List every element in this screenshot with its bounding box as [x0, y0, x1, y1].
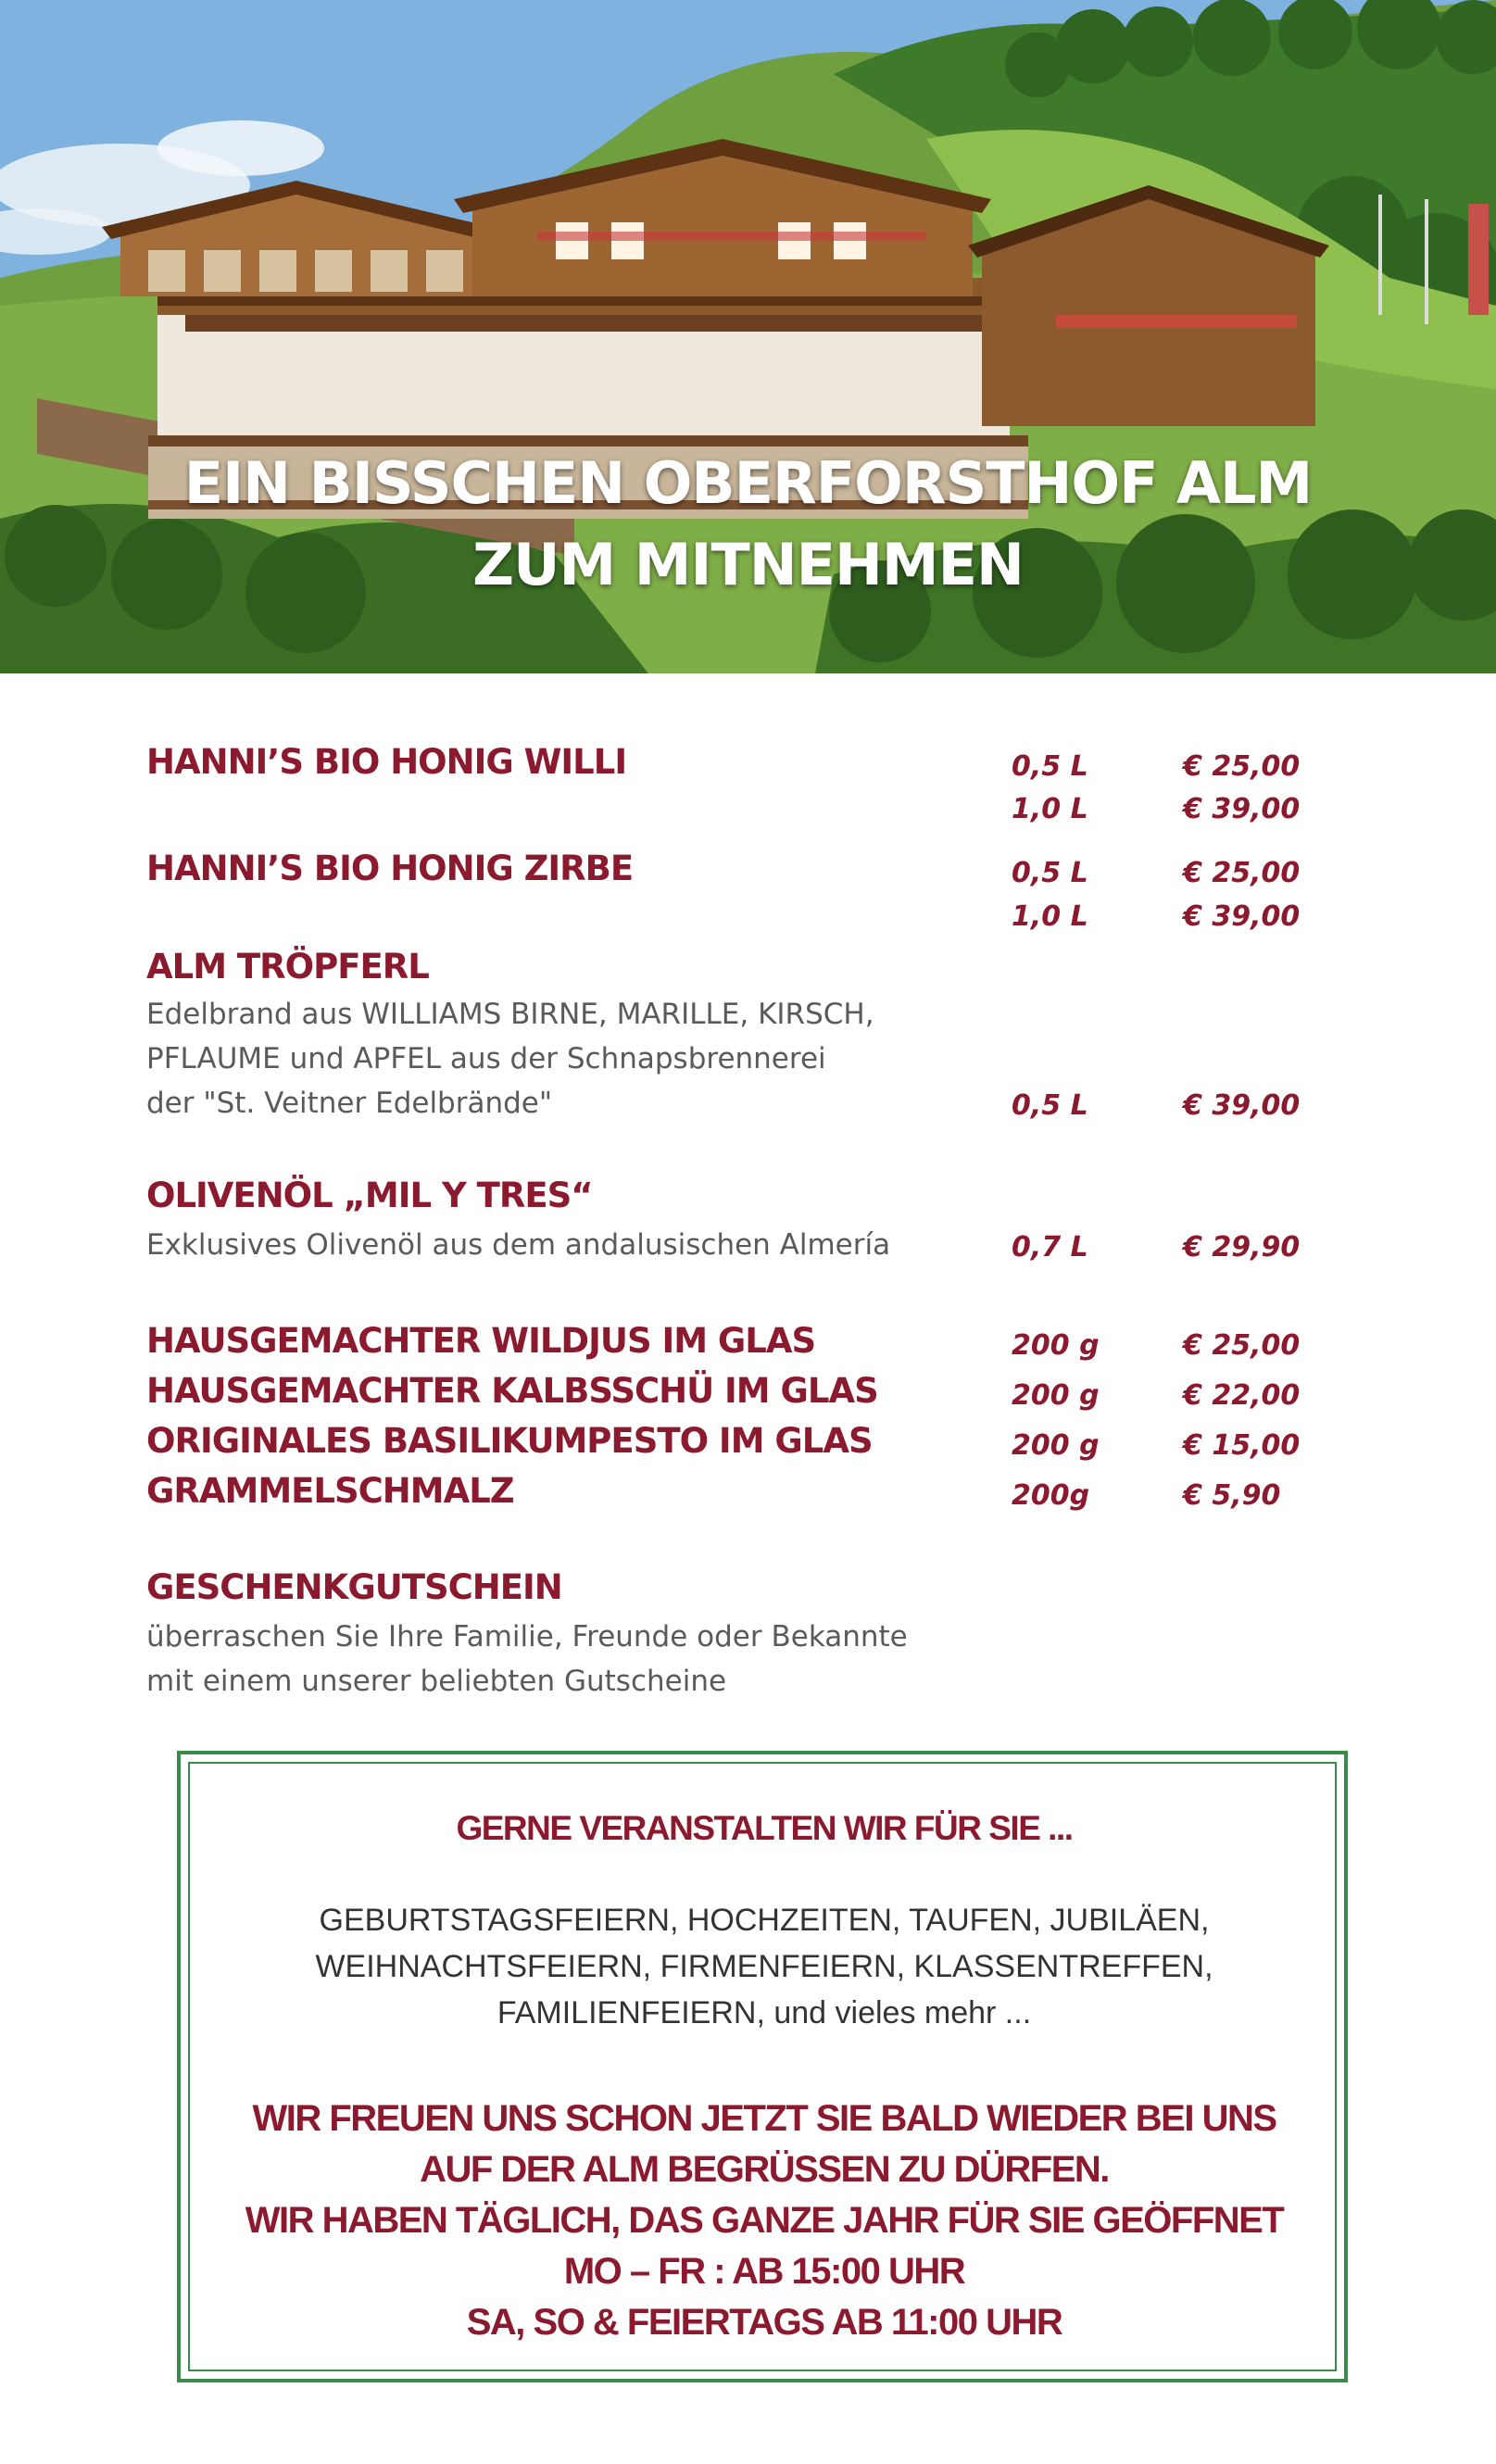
product-qty: 1,0 L — [1012, 900, 1088, 933]
product-price: € 25,00 — [1183, 750, 1301, 783]
product-qty: 0,5 L — [1012, 1089, 1088, 1122]
product-qty: 1,0 L — [1012, 793, 1088, 825]
product-title-kalbsschue: HAUSGEMACHTER KALBSSCHÜ IM GLAS — [146, 1371, 878, 1411]
product-price: € 15,00 — [1183, 1429, 1301, 1462]
product-price: € 29,90 — [1183, 1231, 1301, 1263]
product-price: € 39,00 — [1183, 900, 1301, 933]
opening-hours-weekend: SA, SO & FEIERTAGS AB 11:00 UHR — [466, 2302, 1062, 2343]
product-qty: 200 g — [1012, 1379, 1100, 1412]
product-title-olivenoel: OLIVENÖL „MIL Y TRES“ — [146, 1175, 593, 1215]
product-qty: 0,5 L — [1012, 750, 1088, 783]
product-title-basilikumpesto: ORIGINALES BASILIKUMPESTO IM GLAS — [146, 1421, 873, 1461]
title-line-1: EIN BISSCHEN OBERFORSTHOF ALM — [183, 449, 1313, 517]
product-price: € 39,00 — [1183, 1089, 1301, 1122]
product-description: Edelbrand aus WILLIAMS BIRNE, MARILLE, KIRSCH, — [146, 998, 874, 1031]
product-price: € 25,00 — [1183, 857, 1301, 889]
product-title-grammelschmalz: GRAMMELSCHMALZ — [146, 1471, 514, 1511]
product-price: € 5,90 — [1183, 1479, 1281, 1512]
product-title-alm-troepferl: ALM TRÖPFERL — [146, 947, 429, 987]
product-description: mit einem unserer beliebten Gutscheine — [146, 1665, 727, 1698]
product-title-wildjus: HAUSGEMACHTER WILDJUS IM GLAS — [146, 1321, 816, 1361]
product-description: der "St. Veitner Edelbrände" — [146, 1087, 553, 1120]
product-description: PFLAUME und APFEL aus der Schnapsbrennerei — [146, 1042, 826, 1075]
product-price: € 25,00 — [1183, 1329, 1301, 1362]
product-price: € 39,00 — [1183, 793, 1301, 825]
events-list-line: GEBURTSTAGSFEIERN, HOCHZEITEN, TAUFEN, JUBILÄEN, — [319, 1903, 1210, 1938]
header-photo — [0, 0, 1496, 673]
product-qty: 200 g — [1012, 1429, 1100, 1462]
product-qty: 0,7 L — [1012, 1231, 1088, 1263]
product-price: € 22,00 — [1183, 1379, 1301, 1412]
page-title — [0, 443, 1496, 606]
product-description: überraschen Sie Ihre Familie, Freunde oder Bekannte — [146, 1620, 908, 1653]
product-title-geschenkgutschein: GESCHENKGUTSCHEIN — [146, 1567, 562, 1607]
welcome-line: WIR FREUEN UNS SCHON JETZT SIE BALD WIEDER BEI UNS — [252, 2098, 1276, 2139]
product-qty: 200 g — [1012, 1329, 1100, 1362]
opening-hours-weekdays: MO – FR : AB 15:00 UHR — [563, 2251, 965, 2292]
welcome-line: AUF DER ALM BEGRÜSSEN ZU DÜRFEN. — [420, 2149, 1109, 2190]
product-qty: 200g — [1012, 1479, 1090, 1512]
product-qty: 0,5 L — [1012, 857, 1088, 889]
events-list-line: WEIHNACHTSFEIERN, FIRMENFEIERN, KLASSENTREFFEN, — [315, 1949, 1213, 1984]
events-list-line: FAMILIENFEIERN, und vieles mehr ... — [497, 1995, 1032, 2030]
product-title-honig-willi: HANNI’S BIO HONIG WILLI — [146, 742, 627, 782]
events-heading: GERNE VERANSTALTEN WIR FÜR SIE ... — [456, 1809, 1073, 1847]
title-line-2: ZUM MITNEHMEN — [472, 531, 1024, 598]
product-title-honig-zirbe: HANNI’S BIO HONIG ZIRBE — [146, 849, 634, 888]
product-description: Exklusives Olivenöl aus dem andalusischen Almería — [146, 1228, 891, 1262]
opening-hours-line: WIR HABEN TÄGLICH, DAS GANZE JAHR FÜR SIE GEÖFFNET — [245, 2200, 1284, 2241]
